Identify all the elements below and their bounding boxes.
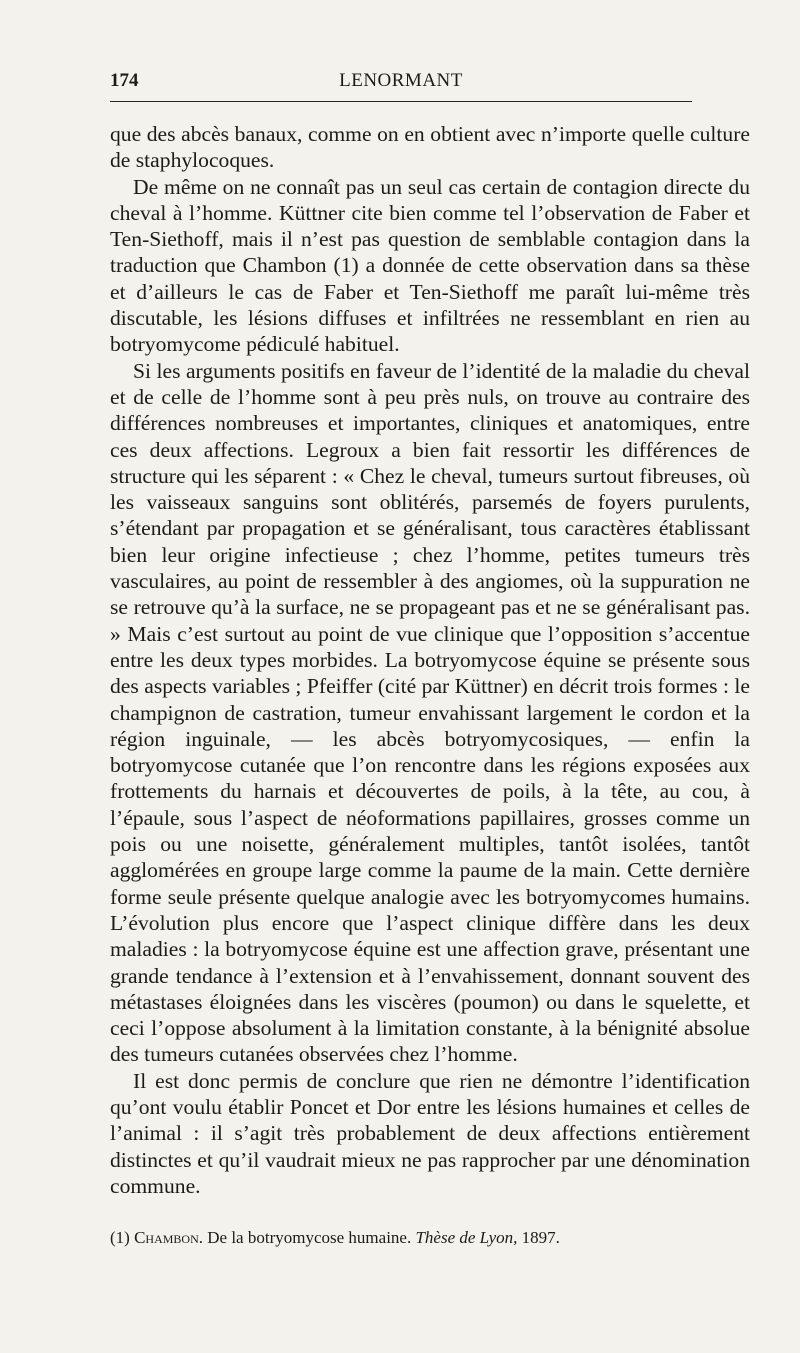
- paragraph-1: que des abcès banaux, comme on en obtient avec n’importe quelle culture de staphylocoques.: [110, 122, 750, 173]
- footnote-author: Chambon.: [134, 1228, 204, 1247]
- footnote-number: (1): [110, 1228, 130, 1247]
- paragraph-2: De même on ne connaît pas un seul cas certain de contagion directe du cheval à l’homme. Küttner cite bien comme tel l’observation de Faber et Ten-Siethoff, mais il n’est pas question de semblable contagion dans la traduction que Chambon (1) a donnée de cette observation dans sa thèse et d’ailleurs le cas de Faber et Ten-Siethoff me paraît lui-même très discutable, les lésions diffuses et infiltrées ne ressemblant en rien au botryomycome pédiculé habituel.: [110, 174, 750, 357]
- paragraph-3: Si les arguments positifs en faveur de l’identité de la maladie du cheval et de celle de l’homme sont à peu près nuls, on trouve au contraire des différences nombreuses et importantes, cliniques et anatomiques, entre ces deux affections. Legroux a bien fait ressortir les différences de structure qui les séparent : « Chez le cheval, tumeurs surtout fibreuses, où les vaisseaux sanguins sont oblitérés, parsemés de foyers purulents, s’étendant par propagation et se généralisant, tous caractères établissant bien leur origine infectieuse ; chez l’homme, petites tumeurs très vasculaires, au point de ressembler à des angiomes, où la suppuration ne se retrouve qu’à la surface, ne se propageant pas et ne se généralisant pas. » Mais c’est surtout au point de vue clinique que l’opposition s’accentue entre les deux types morbides. La botryomycose équine se présente sous des aspects variables ; Pfeiffer (cité par Küttner) en décrit trois formes : le champignon de castration, tumeur envahissant largement le cordon et la région inguinale, — les abcès botryomycosiques, — enfin la botryomycose cutanée que l’on rencontre dans les régions exposées aux frottements du harnais et découvertes de poils, à la tête, au cou, à l’épaule, sous l’aspect de néoformations papillaires, grosses comme un pois ou une noisette, généralement multiples, tantôt isolées, tantôt agglomérées en groupe large comme la paume de la main. Cette dernière forme seule présente quelque analogie avec les botryomycomes humains. L’évolution plus encore que l’aspect clinique diffère dans les deux maladies : la botryomycose équine est une affection grave, présentant une grande tendance à l’extension et à l’envahissement, donnant souvent des métastases éloignées dans les viscères (poumon) ou dans le squelette, et ceci l’oppose absolument à la limitation constante, à la bénignité absolue des tumeurs cutanées observées chez l’homme.: [110, 358, 750, 1067]
- paragraph-4: Il est donc permis de conclure que rien ne démontre l’identification qu’ont voulu établir Poncet et Dor entre les lésions humaines et celles de l’animal : il s’agit très probablement de deux affections entièrement distinctes et qu’il vaudrait mieux ne pas rapprocher par une dénomination commune.: [110, 1068, 750, 1198]
- header-rule: [110, 101, 692, 102]
- running-title: LENORMANT: [339, 70, 463, 91]
- footnote-title: De la botryomycose humaine.: [207, 1228, 412, 1247]
- body-text: [110, 121, 750, 1199]
- page-header: [110, 70, 692, 98]
- footnote: [110, 1227, 750, 1249]
- footnote-thesis: Thèse de Lyon,: [415, 1228, 518, 1247]
- footnote-year: 1897.: [521, 1228, 560, 1247]
- page-number: 174: [110, 70, 139, 91]
